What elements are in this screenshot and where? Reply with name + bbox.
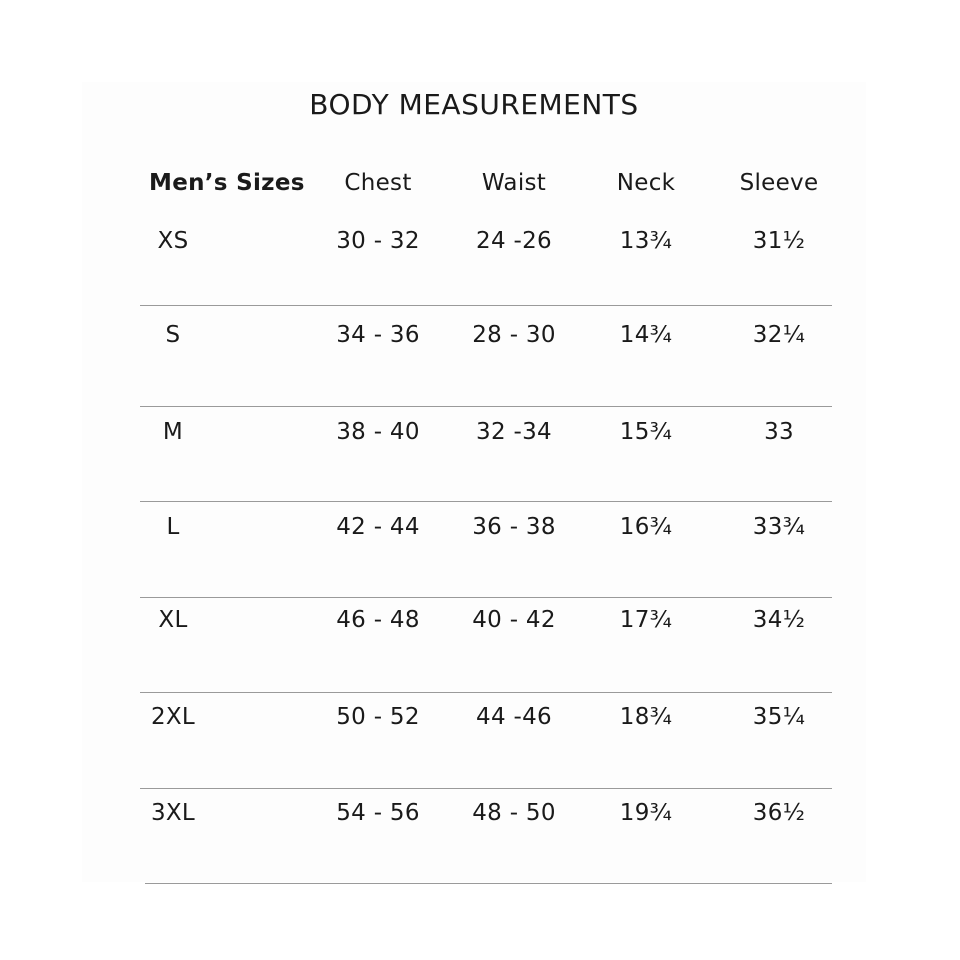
cell-chest: 54 - 56: [336, 800, 420, 826]
cell-size: M: [162, 419, 184, 445]
table-row: [0, 704, 960, 800]
row-divider: [140, 406, 832, 407]
cell-chest: 42 - 44: [336, 514, 420, 540]
cell-size: XL: [158, 607, 188, 633]
cell-sleeve: 33: [764, 419, 794, 445]
cell-size: S: [165, 322, 181, 348]
cell-neck: 14¾: [619, 322, 673, 348]
row-divider: [140, 597, 832, 598]
cell-waist: 24 -26: [476, 228, 552, 254]
row-divider: [145, 883, 832, 884]
row-divider: [140, 501, 832, 502]
cell-waist: 36 - 38: [472, 514, 556, 540]
cell-waist: 32 -34: [476, 419, 552, 445]
cell-chest: 50 - 52: [336, 704, 420, 730]
cell-sleeve: 33¾: [752, 514, 806, 540]
header-sizes: Men’s Sizes: [149, 170, 305, 196]
cell-chest: 30 - 32: [336, 228, 420, 254]
cell-size: L: [166, 514, 180, 540]
cell-neck: 16¾: [619, 514, 673, 540]
cell-neck: 18¾: [619, 704, 673, 730]
row-divider: [140, 305, 832, 306]
header-neck: Neck: [616, 170, 676, 196]
row-divider: [140, 692, 832, 693]
table-row: [0, 607, 960, 703]
cell-waist: 48 - 50: [472, 800, 556, 826]
cell-waist: 44 -46: [476, 704, 552, 730]
cell-neck: 19¾: [619, 800, 673, 826]
cell-sleeve: 35¼: [752, 704, 806, 730]
cell-sleeve: 36½: [752, 800, 806, 826]
page-title: BODY MEASUREMENTS: [309, 88, 639, 121]
cell-neck: 15¾: [619, 419, 673, 445]
header-chest: Chest: [344, 170, 412, 196]
cell-neck: 13¾: [619, 228, 673, 254]
cell-chest: 46 - 48: [336, 607, 420, 633]
cell-sleeve: 32¼: [752, 322, 806, 348]
cell-neck: 17¾: [619, 607, 673, 633]
table-row: [0, 800, 960, 896]
cell-chest: 38 - 40: [336, 419, 420, 445]
cell-sleeve: 34½: [752, 607, 806, 633]
row-divider: [140, 788, 832, 789]
table-row: [0, 228, 960, 324]
table-row: [0, 322, 960, 418]
cell-sleeve: 31½: [752, 228, 806, 254]
cell-size: 2XL: [150, 704, 196, 730]
header-sleeve: Sleeve: [739, 170, 819, 196]
cell-waist: 40 - 42: [472, 607, 556, 633]
table-row: [0, 514, 960, 610]
header-waist: Waist: [481, 170, 547, 196]
cell-size: 3XL: [150, 800, 196, 826]
cell-chest: 34 - 36: [336, 322, 420, 348]
cell-size: XS: [157, 228, 189, 254]
cell-waist: 28 - 30: [472, 322, 556, 348]
